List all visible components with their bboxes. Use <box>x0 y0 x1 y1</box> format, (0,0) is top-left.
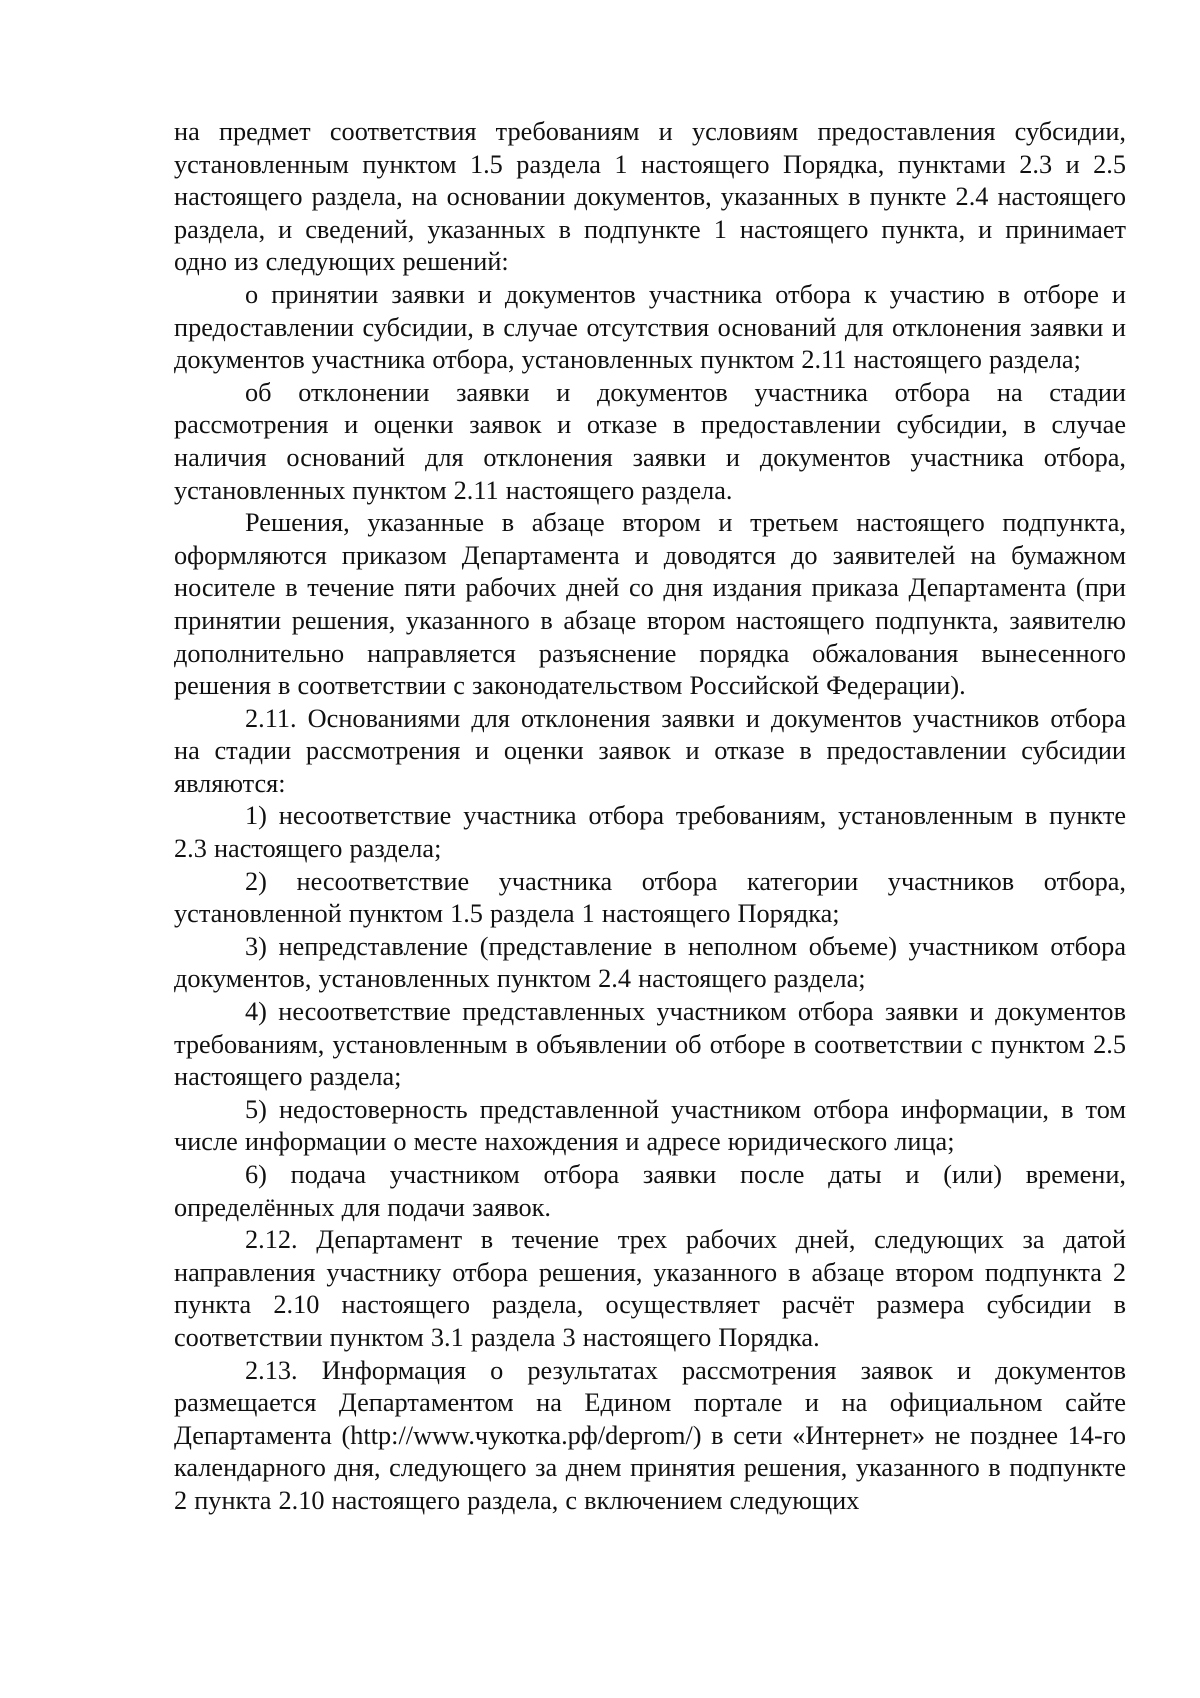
paragraph-continuation: на предмет соответствия требованиям и условиям предоставления субсидии, установленным пунктом 1.5 раздела 1 настоящего Порядка, пунктами 2.3 и 2.5 настоящего раздела, на основании документов, указанных в пункте 2.4 настоящего раздела, и сведений, указанных в подпункте 1 настоящего пункта, и принимает одно из следующих решений: <box>174 117 1126 277</box>
list-item-3: 3) непредставление (представление в неполном объеме) участником отбора документов, установленных пунктом 2.4 настоящего раздела; <box>174 931 1126 994</box>
list-item-5: 5) недостоверность представленной участником отбора информации, в том числе информации о месте нахождения и адресе юридического лица; <box>174 1094 1126 1157</box>
list-item-4: 4) несоответствие представленных участником отбора заявки и документов требованиям, установленным в объявлении об отборе в соответствии с пунктом 2.5 настоящего раздела; <box>174 997 1126 1092</box>
paragraph-2-13: 2.13. Информация о результатах рассмотрения заявок и документов размещается Департаментом на Едином портале и на официальном сайте Департамента (http://www.чукотка.рф/deprom/) в сети «Интернет» не позднее 14-го календарного дня, следующего за днем принятия решения, указанного в подпункте 2 пункта 2.10 настоящего раздела, с включением следующих <box>174 1355 1126 1515</box>
list-item-1: 1) несоответствие участника отбора требованиям, установленным в пункте 2.3 настоящего раздела; <box>174 801 1126 864</box>
paragraph-2-11: 2.11. Основаниями для отклонения заявки и документов участников отбора на стадии рассмотрения и оценки заявок и отказе в предоставлении субсидии являются: <box>174 703 1126 798</box>
paragraph-2-12: 2.12. Департамент в течение трех рабочих дней, следующих за датой направления участнику отбора решения, указанного в абзаце втором подпункта 2 пункта 2.10 настоящего раздела, осуществляет расчёт размера субсидии в соответствии пунктом 3.1 раздела 3 настоящего Порядка. <box>174 1225 1126 1352</box>
paragraph-decision-accept: о принятии заявки и документов участника отбора к участию в отборе и предоставлении субсидии, в случае отсутствия оснований для отклонения заявки и документов участника отбора, установленных пунктом 2.11 настоящего раздела; <box>174 279 1126 375</box>
document-page <box>174 116 1126 1518</box>
list-item-6: 6) подача участником отбора заявки после даты и (или) времени, определённых для подачи заявок. <box>174 1160 1126 1222</box>
list-item-2: 2) несоответствие участника отбора категории участников отбора, установленной пунктом 1.5 раздела 1 настоящего Порядка; <box>174 866 1126 929</box>
paragraph-decisions-notice: Решения, указанные в абзаце втором и третьем настоящего подпункта, оформляются приказом Департамента и доводятся до заявителей на бумажном носителе в течение пяти рабочих дней со дня издания приказа Департамента (при принятии решения, указанного в абзаце втором настоящего подпункта, заявителю дополнительно направляется разъяснение порядка обжалования вынесенного решения в соответствии с законодательством Российской Федерации). <box>174 508 1126 701</box>
paragraph-decision-reject: об отклонении заявки и документов участника отбора на стадии рассмотрения и оценки заявок и отказе в предоставлении субсидии, в случае наличия оснований для отклонения заявки и документов участника отбора, установленных пунктом 2.11 настоящего раздела. <box>174 377 1126 505</box>
